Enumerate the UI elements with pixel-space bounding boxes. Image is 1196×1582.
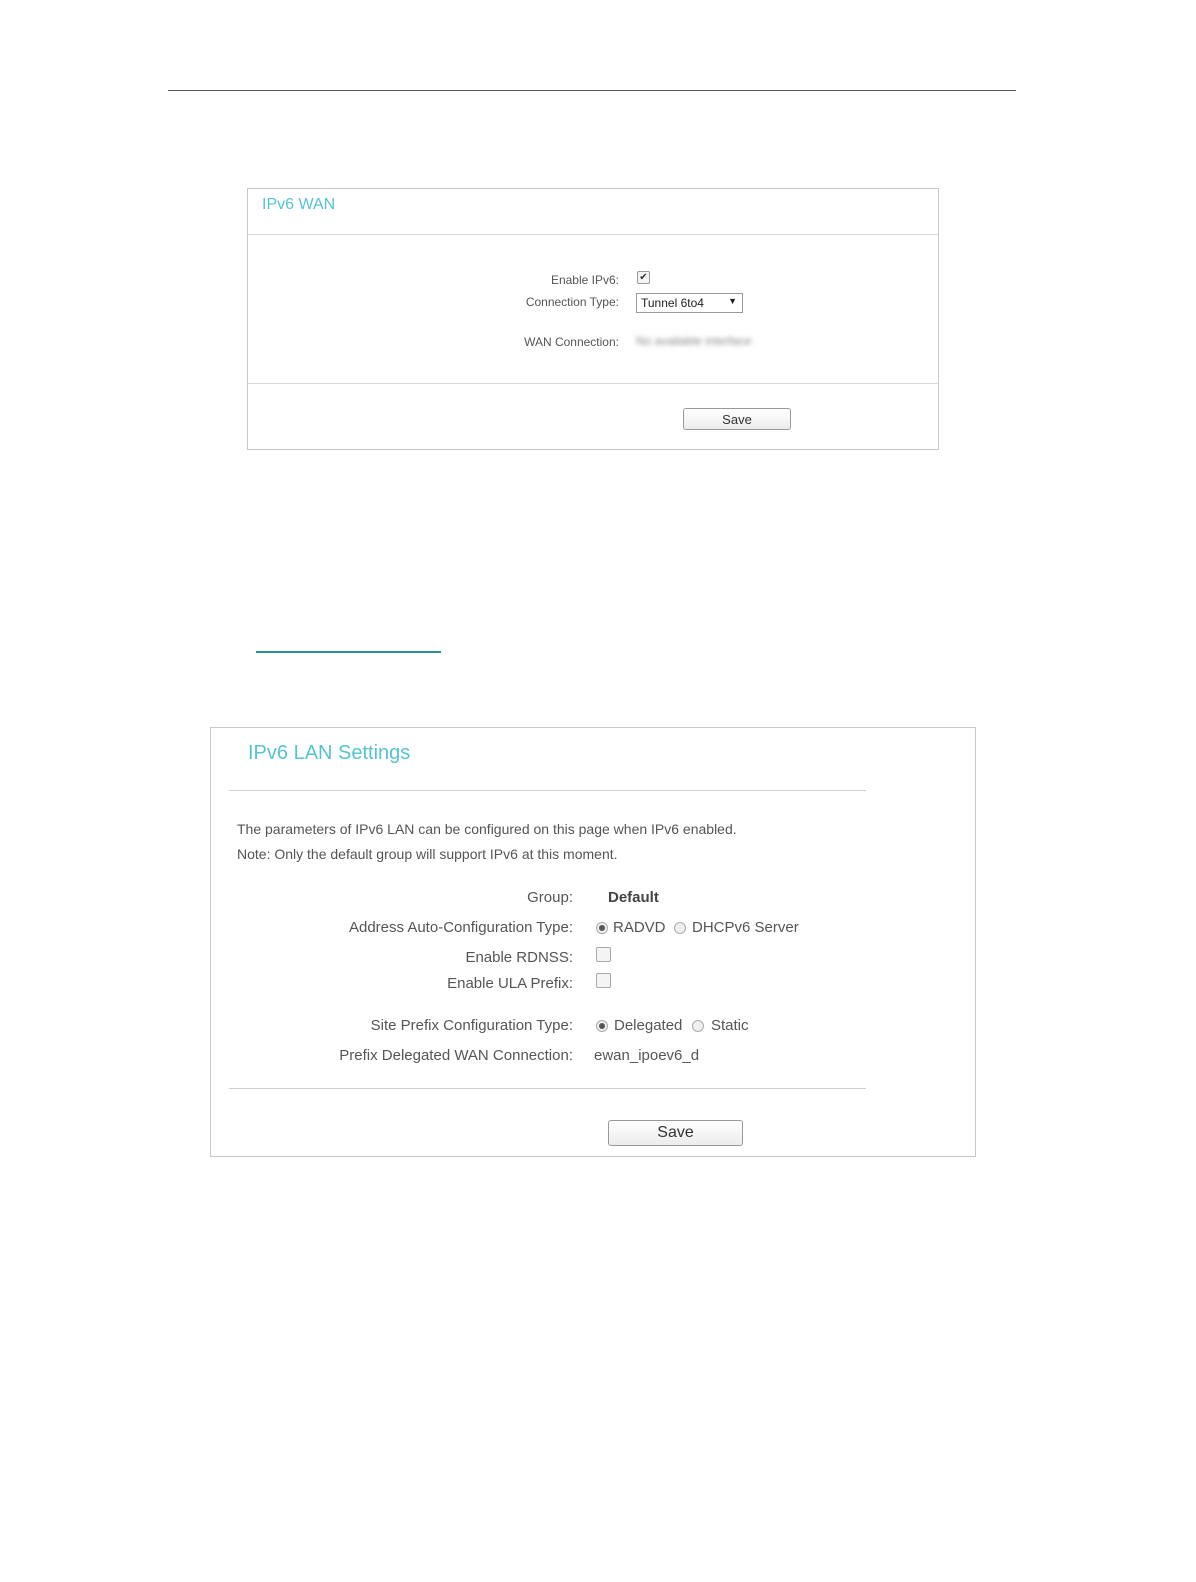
- radio-radvd-label: RADVD: [613, 919, 666, 936]
- ipv6-lan-title: IPv6 LAN Settings: [248, 742, 411, 764]
- connection-type-value: Tunnel 6to4: [641, 296, 704, 310]
- lan-save-button[interactable]: Save: [608, 1120, 743, 1146]
- rdnss-label: Enable RDNSS:: [465, 949, 573, 966]
- divider: [248, 234, 938, 235]
- divider: [229, 1088, 866, 1089]
- link-underline: [256, 651, 441, 653]
- radio-dhcpv6-server[interactable]: [674, 922, 686, 934]
- radio-delegated-label: Delegated: [614, 1017, 683, 1034]
- wan-connection-value: No available interface: [636, 334, 752, 348]
- addr-config-label: Address Auto-Configuration Type:: [348, 919, 573, 936]
- ipv6-lan-panel: [210, 727, 976, 1157]
- radio-delegated[interactable]: [596, 1020, 608, 1032]
- description-line-2: Note: Only the default group will support IPv6 at this moment.: [237, 846, 618, 862]
- radio-radvd[interactable]: [596, 922, 608, 934]
- site-prefix-label: Site Prefix Configuration Type:: [370, 1017, 573, 1034]
- wan-save-button[interactable]: Save: [683, 408, 791, 430]
- ula-prefix-label: Enable ULA Prefix:: [447, 975, 573, 992]
- rdnss-checkbox[interactable]: [596, 947, 611, 962]
- enable-ipv6-checkbox[interactable]: [637, 271, 650, 284]
- radio-dhcpv6-server-label: DHCPv6 Server: [692, 919, 799, 936]
- divider: [229, 790, 866, 791]
- ipv6-wan-title: IPv6 WAN: [262, 196, 336, 213]
- group-value: Default: [608, 889, 659, 906]
- radio-static[interactable]: [692, 1020, 704, 1032]
- enable-ipv6-label: Enable IPv6:: [550, 273, 619, 287]
- ipv6-wan-panel: [247, 188, 939, 450]
- description-line-1: The parameters of IPv6 LAN can be configured on this page when IPv6 enabled.: [237, 821, 737, 837]
- prefix-wan-label: Prefix Delegated WAN Connection:: [339, 1047, 573, 1064]
- wan-connection-label: WAN Connection:: [524, 335, 619, 349]
- connection-type-select[interactable]: [636, 293, 743, 313]
- divider: [248, 383, 938, 384]
- radio-static-label: Static: [711, 1017, 749, 1034]
- group-label: Group:: [527, 889, 573, 906]
- ula-prefix-checkbox[interactable]: [596, 973, 611, 988]
- dropdown-arrow-icon: ▼: [728, 296, 737, 306]
- connection-type-label: Connection Type:: [525, 295, 619, 309]
- checkmark-icon: ✔: [639, 272, 648, 283]
- page-header-rule: [168, 90, 1016, 91]
- prefix-wan-value: ewan_ipoev6_d: [594, 1047, 700, 1064]
